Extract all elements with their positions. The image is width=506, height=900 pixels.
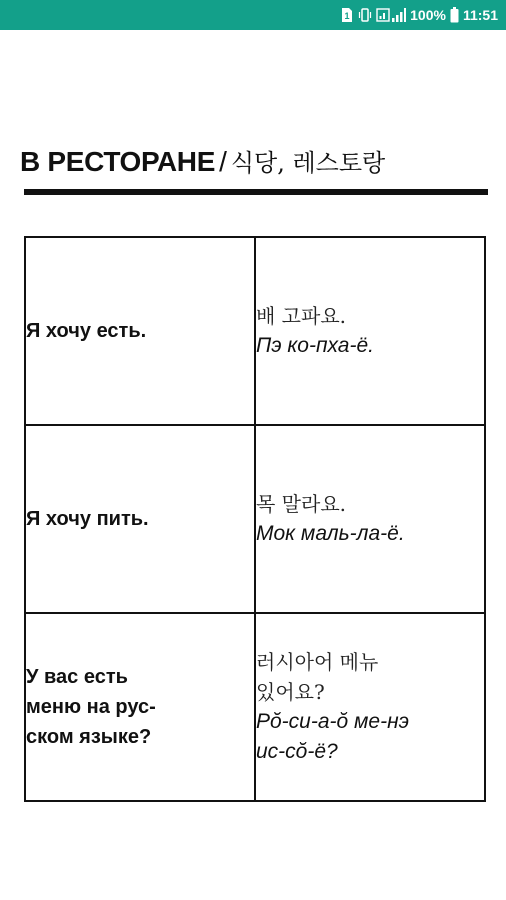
korean-phrase: 배 고파요. (256, 304, 346, 328)
translation-cell (255, 425, 485, 613)
translation-cell (255, 613, 485, 801)
korean-phrase: 러시아어 메뉴 있어요? (256, 650, 379, 704)
page-title (20, 144, 490, 184)
russian-phrase: Я хочу есть. (25, 237, 255, 425)
phrase-table (24, 236, 486, 802)
title-korean: 식당, 레스토랑 (230, 149, 386, 177)
vibrate-icon (358, 8, 372, 22)
table-row (25, 237, 485, 425)
title-russian: В РЕСТОРАНЕ (20, 146, 216, 177)
korean-phrase: 목 말라요. (256, 492, 346, 516)
title-underline (24, 189, 488, 195)
sim-card-icon (340, 7, 354, 23)
table-row (25, 425, 485, 613)
transcription: Рŏ-си-а-ŏ ме-нэ ис-сŏ-ё? (256, 710, 409, 763)
translation-cell (255, 237, 485, 425)
status-bar (0, 0, 506, 30)
battery-icon (450, 7, 459, 23)
sim-badge: 1 (344, 11, 350, 21)
battery-percent: 100% (410, 7, 446, 23)
clock: 11:51 (462, 7, 498, 23)
transcription: Пэ ко-пха-ё. (256, 334, 374, 357)
signal-strength-icon (376, 7, 406, 23)
title-separator: / (219, 146, 227, 177)
status-icons (340, 6, 498, 24)
russian-phrase: У вас есть меню на рус- ском языке? (25, 613, 255, 801)
transcription: Мок маль-ла-ё. (256, 522, 405, 545)
table-row (25, 613, 485, 801)
russian-phrase: Я хочу пить. (25, 425, 255, 613)
